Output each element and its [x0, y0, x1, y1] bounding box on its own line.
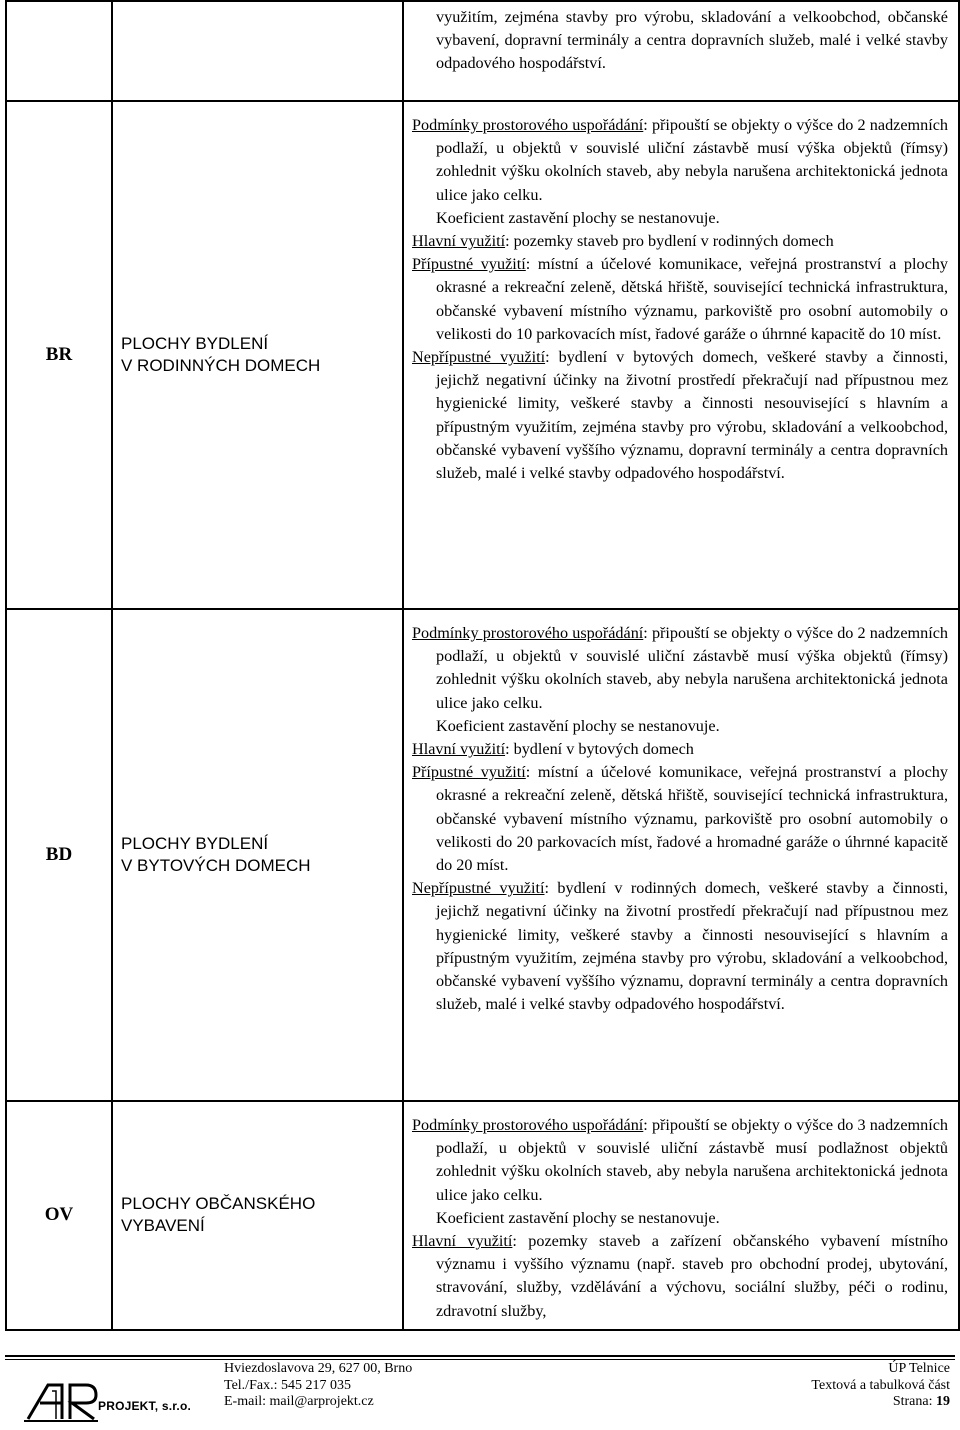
nepripustne-paragraph — [412, 877, 948, 1016]
code-cell — [6, 1, 112, 101]
pripustne-label: Přípustné využití — [412, 763, 526, 782]
pripustne-label: Přípustné využití — [412, 255, 526, 274]
table-row — [6, 101, 959, 609]
nepripustne-label: Nepřípustné využití — [412, 879, 545, 898]
table-row — [6, 609, 959, 1101]
continuation-text: využitím, zejména stavby pro výrobu, skladování a velkoobchod, občanské vybavení, dopravní terminály a centra dopravních služeb, malé i velké stavby odpadového hospodářství. — [436, 8, 948, 73]
koeficient-text: Koeficient zastavění plochy se nestanovuje. — [436, 1208, 720, 1227]
zone-description — [403, 101, 959, 609]
zone-code: OV — [6, 1101, 112, 1330]
footer-rule — [5, 1355, 955, 1357]
podminky-text: : připouští se objekty o výšce do 3 nadzemních podlaží, u objektů v souvislé uliční zástavbě musí podlažnost objektů zohlednit výšku okolních staveb, aby nebyla narušena architektonická jednota ulice jako celku. — [436, 1116, 948, 1204]
nepripustne-paragraph — [412, 346, 948, 485]
email-line: E-mail: mail@arprojekt.cz — [224, 1394, 374, 1409]
pripustne-paragraph — [412, 761, 948, 877]
desc-cell — [403, 1, 959, 101]
zone-code: BD — [6, 609, 112, 1101]
zone-name — [112, 101, 403, 609]
podminky-paragraph — [412, 1114, 948, 1207]
document-info — [811, 1361, 950, 1411]
podminky-label: Podmínky prostorového uspořádání — [412, 116, 644, 134]
hlavni-label: Hlavní využití — [412, 1232, 513, 1251]
hlavni-text: : pozemky staveb a zařízení občanského vybavení místního významu i vyššího významu (např. staveb pro obchodní prodej, ubytování, stravování, služby, vzdělávání a výchovu, sociální služby, péči o rodinu, zdravotní služby, — [436, 1232, 948, 1320]
logo-company-name: PROJEKT, s.r.o. — [98, 1399, 192, 1413]
page-indicator — [811, 1394, 950, 1411]
zone-name-line1: PLOCHY OBČANSKÉHO — [121, 1194, 316, 1214]
podminky-paragraph — [412, 622, 948, 715]
phone-line: Tel./Fax.: 545 217 035 — [224, 1377, 351, 1393]
hlavni-text: : pozemky staveb pro bydlení v rodinných domech — [505, 232, 834, 251]
podminky-text: : připouští se objekty o výšce do 2 nadzemních podlaží, u objektů v souvislé uliční zástavbě musí výška objektů (římsy) zohlednit výšku okolních staveb, aby nebyla narušena architektonická jednota ulice jako celku. — [436, 116, 948, 204]
page-footer — [0, 1355, 960, 1430]
zone-name-line2: V RODINNÝCH DOMECH — [121, 356, 321, 375]
nepripustne-text: : bydlení v rodinných domech, veškeré stavby a činnosti, jejichž negativní účinky na životní prostředí překračují nad přípustnou mez hygienické limity, veškeré stavby a činnosti nesouvisející s hlavním a přípustným využitím, zejména stavby pro výrobu, skladování a velkoobchod, občanské vybavení vyššího významu, dopravní terminály a centra dopravních služeb, malé i velké stavby odpadového hospodářství. — [436, 879, 948, 1014]
page-label: Strana: — [892, 1394, 936, 1409]
hlavni-text: : bydlení v bytových domech — [505, 740, 694, 759]
company-address — [224, 1361, 412, 1411]
table-row-continuation — [6, 1, 959, 101]
zone-name — [112, 609, 403, 1101]
zone-name-line2: V BYTOVÝCH DOMECH — [121, 856, 311, 875]
nepripustne-label: Nepřípustné využití — [412, 348, 546, 367]
name-cell — [112, 1, 403, 101]
table-row — [6, 1101, 959, 1330]
podminky-label: Podmínky prostorového uspořádání — [412, 624, 644, 642]
podminky-text: : připouští se objekty o výšce do 2 nadzemních podlaží, u objektů v souvislé uliční zástavbě musí výška objektů (římsy) zohlednit výšku okolních staveb, aby nebyla narušena architektonická jednota ulice jako celku. — [436, 624, 948, 712]
zone-name — [112, 1101, 403, 1330]
zone-name-line1: PLOCHY BYDLENÍ — [121, 334, 269, 353]
koeficient-text: Koeficient zastavění plochy se nestanovuje. — [436, 208, 720, 227]
hlavni-label: Hlavní využití — [412, 740, 506, 759]
koeficient-text: Koeficient zastavění plochy se nestanovuje. — [436, 716, 720, 735]
zone-description — [403, 1101, 959, 1330]
page-number: 19 — [936, 1394, 950, 1409]
pripustne-text: : místní a účelové komunikace, veřejná prostranství a plochy okrasné a rekreační zeleně, dětská hřiště, související technická infrastruktura, občanské vybavení místního významu, parkoviště pro osobní automobily o velikosti do 20 parkovacích míst, řadové a hromadné garáže o úhrnné kapacitě do 20 míst. — [436, 763, 948, 875]
document-subtitle: Textová a tabulková část — [811, 1377, 950, 1393]
nepripustne-text: : bydlení v bytových domech, veškeré stavby a činnosti, jejichž negativní účinky na životní prostředí překračují nad přípustnou mez hygienické limity, veškeré stavby a činnosti nesouvisející s hlavním a přípustným využitím, zejména stavby pro výrobu, skladování a velkoobchod, občanské vybavení vyššího významu, dopravní terminály a centra dopravních služeb, malé i velké stavby odpadového hospodářství. — [436, 348, 948, 483]
regulation-table — [5, 0, 960, 1331]
hlavni-label: Hlavní využití — [412, 232, 506, 251]
pripustne-text: : místní a účelové komunikace, veřejná prostranství a plochy okrasné a rekreační zeleně, dětská hřiště, související technická infrastruktura, občanské vybavení místního významu, parkoviště pro osobní automobily o velikosti do 10 parkovacích míst, řadové garáže o úhrnné kapacitě do 10 míst. — [436, 255, 948, 343]
footer-rule — [5, 1359, 955, 1360]
zone-code: BR — [6, 101, 112, 609]
hlavni-paragraph — [412, 738, 948, 761]
zone-description — [403, 609, 959, 1101]
address-line: Hviezdoslavova 29, 627 00, Brno — [224, 1361, 413, 1376]
pripustne-paragraph — [412, 253, 948, 346]
hlavni-paragraph — [412, 230, 948, 253]
podminky-paragraph — [412, 114, 948, 207]
zone-name-line1: PLOCHY BYDLENÍ — [121, 834, 269, 853]
hlavni-paragraph — [412, 1230, 948, 1323]
document-title: ÚP Telnice — [888, 1361, 950, 1376]
podminky-label: Podmínky prostorového uspořádání — [412, 1116, 644, 1134]
zone-name-line2: VYBAVENÍ — [121, 1216, 205, 1236]
